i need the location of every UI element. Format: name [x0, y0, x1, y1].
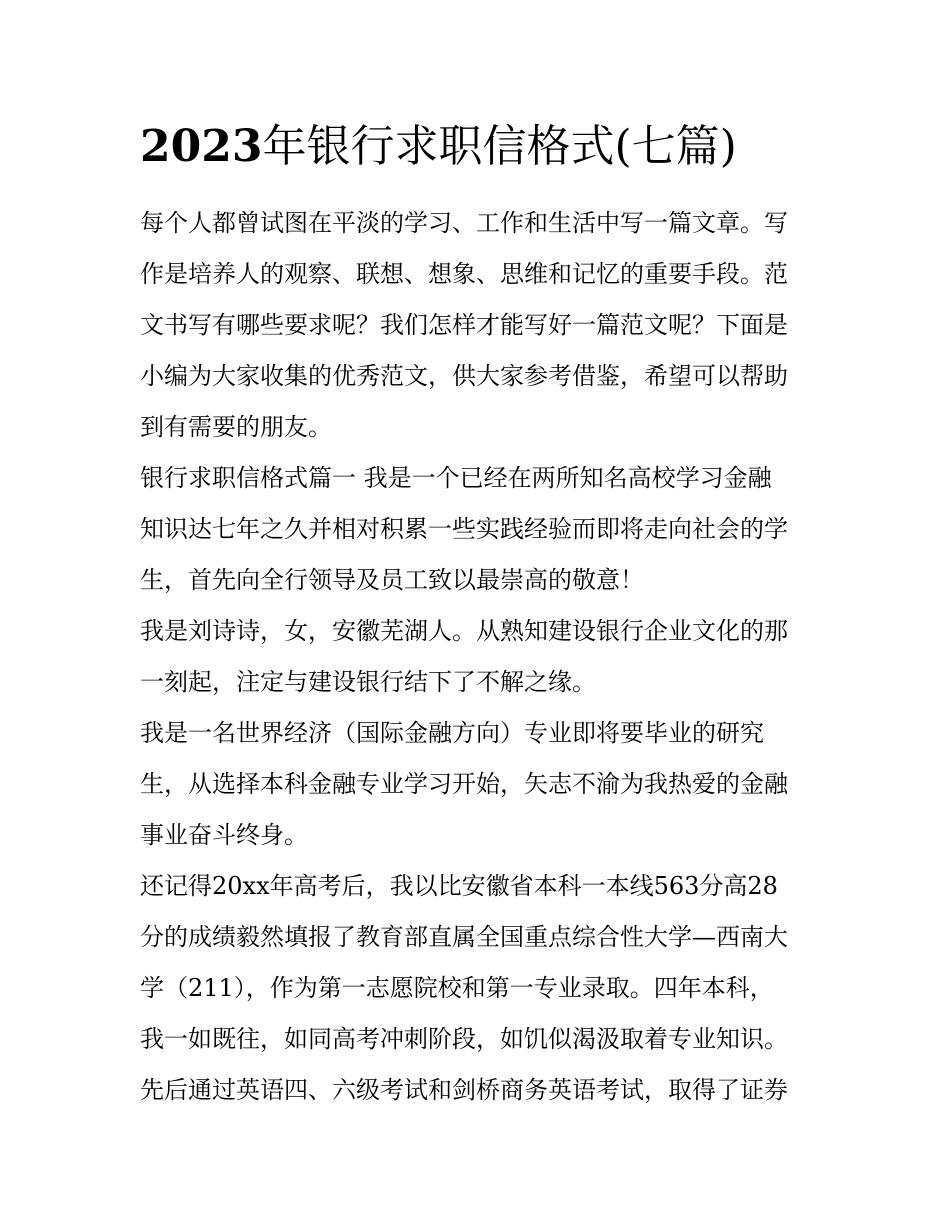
- body-line: 事业奋斗终身。: [140, 821, 308, 849]
- body-line: 银行求职信格式篇一 我是一个已经在两所知名高校学习金融: [140, 464, 772, 492]
- document-body: [140, 198, 830, 1116]
- body-line: 小编为大家收集的优秀范文，供大家参考借鉴，希望可以帮助: [140, 362, 788, 390]
- title-year: 2023: [140, 121, 263, 172]
- body-line: 还记得20xx年高考后，我以比安徽省本科一本线563分高28: [140, 872, 778, 900]
- body-line: 到有需要的朋友。: [140, 413, 332, 441]
- body-line: 我是刘诗诗，女，安徽芜湖人。从熟知建设银行企业文化的那: [140, 617, 788, 645]
- body-line: 每个人都曾试图在平淡的学习、工作和生活中写一篇文章。写: [140, 209, 788, 237]
- body-line: 我一如既往，如同高考冲刺阶段，如饥似渴汲取着专业知识。: [140, 1025, 788, 1053]
- body-line: 生，从选择本科金融专业学习开始，矢志不渝为我热爱的金融: [140, 770, 788, 798]
- title-text: 年银行求职信格式(七篇): [262, 121, 737, 172]
- body-line: 作是培养人的观察、联想、想象、思维和记忆的重要手段。范: [140, 260, 788, 288]
- document-title: [140, 117, 840, 177]
- body-line: 先后通过英语四、六级考试和剑桥商务英语考试，取得了证券: [140, 1076, 788, 1104]
- body-line: 文书写有哪些要求呢？我们怎样才能写好一篇范文呢？下面是: [140, 311, 788, 339]
- body-line: 分的成绩毅然填报了教育部直属全国重点综合性大学—西南大: [140, 923, 788, 951]
- body-line: 学（211），作为第一志愿院校和第一专业录取。四年本科，: [140, 974, 774, 1002]
- body-line: 我是一名世界经济（国际金融方向）专业即将要毕业的研究: [140, 719, 764, 747]
- body-line: 生，首先向全行领导及员工致以最崇高的敬意！: [140, 566, 644, 594]
- body-line: 知识达七年之久并相对积累一些实践经验而即将走向社会的学: [140, 515, 788, 543]
- body-line: 一刻起，注定与建设银行结下了不解之缘。: [140, 668, 596, 696]
